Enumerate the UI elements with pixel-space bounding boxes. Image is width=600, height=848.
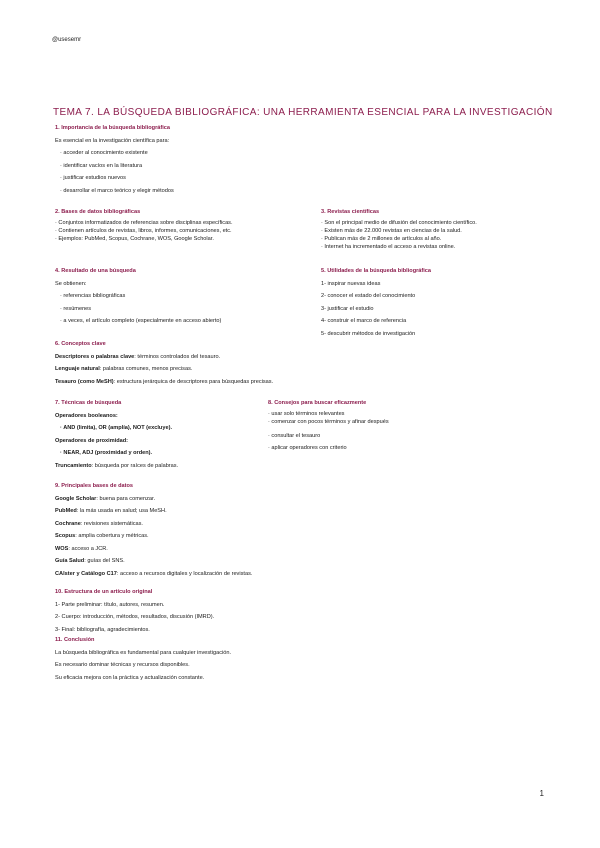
section-5 — [321, 265, 431, 340]
definition: : la más usada en salud; usa MeSH. — [76, 508, 167, 514]
section-9 — [55, 480, 252, 580]
list-item: Es necesario dominar técnicas y recursos disponibles. — [55, 662, 190, 668]
list-item: · comenzar con pocos términos y afinar después — [268, 418, 389, 425]
author-handle: @usesemr — [52, 37, 82, 43]
definition: : guías del SNS. — [84, 558, 125, 564]
list-item: · NEAR, ADJ (proximidad y orden). — [60, 450, 153, 456]
section-heading: 7. Técnicas de búsqueda — [55, 400, 122, 406]
section-heading: 4. Resultado de una búsqueda — [55, 268, 136, 274]
list-item: · Son el principal medio de difusión del conocimiento científico. — [321, 219, 477, 226]
list-item: · Internet ha incrementado el acceso a revistas online. — [321, 243, 456, 250]
list-item: Su eficacia mejora con la práctica y actualización constante. — [55, 674, 205, 681]
section-heading: 8. Consejos para buscar eficazmente — [268, 400, 367, 406]
term: Tesauro (como MeSH) — [55, 378, 114, 385]
term: PubMed — [55, 508, 77, 514]
list-item: · referencias bibliográficas — [60, 293, 126, 299]
section-intro: Es esencial en la investigación científica para: — [55, 137, 170, 144]
section-heading: 10. Estructura de un artículo original — [55, 589, 153, 595]
section-3 — [321, 206, 477, 251]
list-item — [55, 351, 273, 364]
list-item: · usar solo términos relevantes — [268, 410, 345, 417]
term: Guía Salud — [55, 558, 85, 564]
list-item: 2- conocer el estado del conocimiento — [321, 293, 416, 299]
list-item — [55, 363, 273, 376]
definition: : estructura jerárquica de descriptores para búsquedas precisas. — [113, 378, 274, 385]
definition: : buena para comenzar. — [96, 495, 156, 502]
list-item — [55, 543, 252, 556]
list-item — [55, 460, 178, 473]
section-8 — [268, 397, 389, 455]
list-item — [55, 493, 252, 506]
list-item — [55, 505, 252, 518]
section-intro: Se obtienen: — [55, 280, 87, 287]
definition: : palabras comunes, menos precisas. — [99, 366, 193, 372]
sub-label: Operadores booleanos: — [55, 412, 118, 419]
list-item: 2- Cuerpo: introducción, métodos, resultados, discusión (IMRD). — [55, 614, 215, 620]
list-item: · consultar el tesauro — [268, 432, 321, 439]
list-item: 1- Parte preliminar: título, autores, resumen. — [55, 601, 165, 608]
term: Google Scholar — [55, 495, 97, 502]
list-item: · Contienen artículos de revistas, libros, informes, comunicaciones, etc. — [55, 227, 232, 234]
term: Lenguaje natural — [55, 366, 100, 372]
list-item: 3- justificar el estudio — [321, 305, 374, 312]
list-item: 1- inspirar nuevas ideas — [321, 280, 381, 287]
definition: : acceso a JCR. — [68, 545, 108, 552]
section-10 — [55, 586, 214, 636]
list-item: · desarrollar el marco teórico y elegir métodos — [60, 187, 174, 194]
definition: : acceso a recursos digitales y localización de revistas. — [116, 570, 253, 577]
section-4 — [55, 265, 221, 328]
section-heading: 5. Utilidades de la búsqueda bibliográfica — [321, 268, 432, 274]
term: Scopus — [55, 533, 76, 539]
definition: : amplia cobertura y métricas. — [75, 533, 149, 539]
list-item: · AND (limita), OR (amplía), NOT (excluye). — [60, 425, 172, 431]
section-heading: 11. Conclusión — [55, 637, 95, 643]
section-heading: 3. Revistas científicas — [321, 209, 380, 215]
list-item: · a veces, el artículo completo (especialmente en acceso abierto) — [60, 318, 222, 324]
term: Cochrane — [55, 520, 81, 527]
term: CAlster y Catálogo C17 — [55, 570, 117, 577]
definition: : revisiones sistemáticas. — [80, 520, 143, 527]
section-11 — [55, 634, 231, 684]
list-item: 4- construir el marco de referencia — [321, 318, 407, 324]
definition: : búsqueda por raíces de palabras. — [91, 462, 179, 469]
list-item: · Conjuntos informatizados de referencias sobre disciplinas específicas. — [55, 219, 233, 226]
section-heading: 6. Conceptos clave — [55, 341, 106, 347]
section-2 — [55, 206, 233, 243]
list-item: · Ejemplos: PubMed, Scopus, Cochrane, WOS, Google Scholar. — [55, 235, 214, 242]
sub-label: Operadores de proximidad: — [55, 437, 129, 444]
list-item: · justificar estudios nuevos — [60, 175, 126, 181]
page-title: TEMA 7. LA BÚSQUEDA BIBLIOGRÁFICA: UNA HERRAMIENTA ESENCIAL PARA LA INVESTIGACIÓN — [53, 107, 553, 118]
list-item — [55, 518, 252, 531]
list-item: 3- Final: bibliografía, agradecimientos. — [55, 626, 150, 633]
list-item: La búsqueda bibliográfica es fundamental para cualquier investigación. — [55, 649, 232, 656]
list-item — [55, 568, 252, 581]
section-1 — [55, 122, 174, 197]
list-item: · acceder al conocimiento existente — [60, 150, 148, 156]
list-item: · identificar vacíos en la literatura — [60, 162, 143, 169]
list-item: · Publican más de 2 millones de artículos al año. — [321, 235, 442, 242]
term: WOS — [55, 545, 69, 552]
term: Descriptores o palabras clave — [55, 353, 135, 360]
list-item: · aplicar operadores con criterio — [268, 445, 347, 451]
definition: : términos controlados del tesauro. — [134, 353, 221, 360]
section-7 — [55, 397, 178, 472]
list-item — [55, 530, 252, 543]
page-number: 1 — [539, 789, 544, 798]
list-item: 5- descubrir métodos de investigación — [321, 330, 416, 337]
section-heading: 9. Principales bases de datos — [55, 483, 134, 489]
section-heading: 2. Bases de datos bibliográficas — [55, 209, 141, 215]
list-item — [55, 376, 273, 389]
section-heading: 1. Importancia de la búsqueda bibliográfica — [55, 125, 171, 131]
list-item: · resúmenes — [60, 305, 92, 312]
section-6 — [55, 338, 273, 388]
list-item: · Existen más de 22.000 revistas en ciencias de la salud. — [321, 227, 462, 234]
list-item — [55, 555, 252, 568]
term: Truncamiento — [55, 462, 92, 469]
